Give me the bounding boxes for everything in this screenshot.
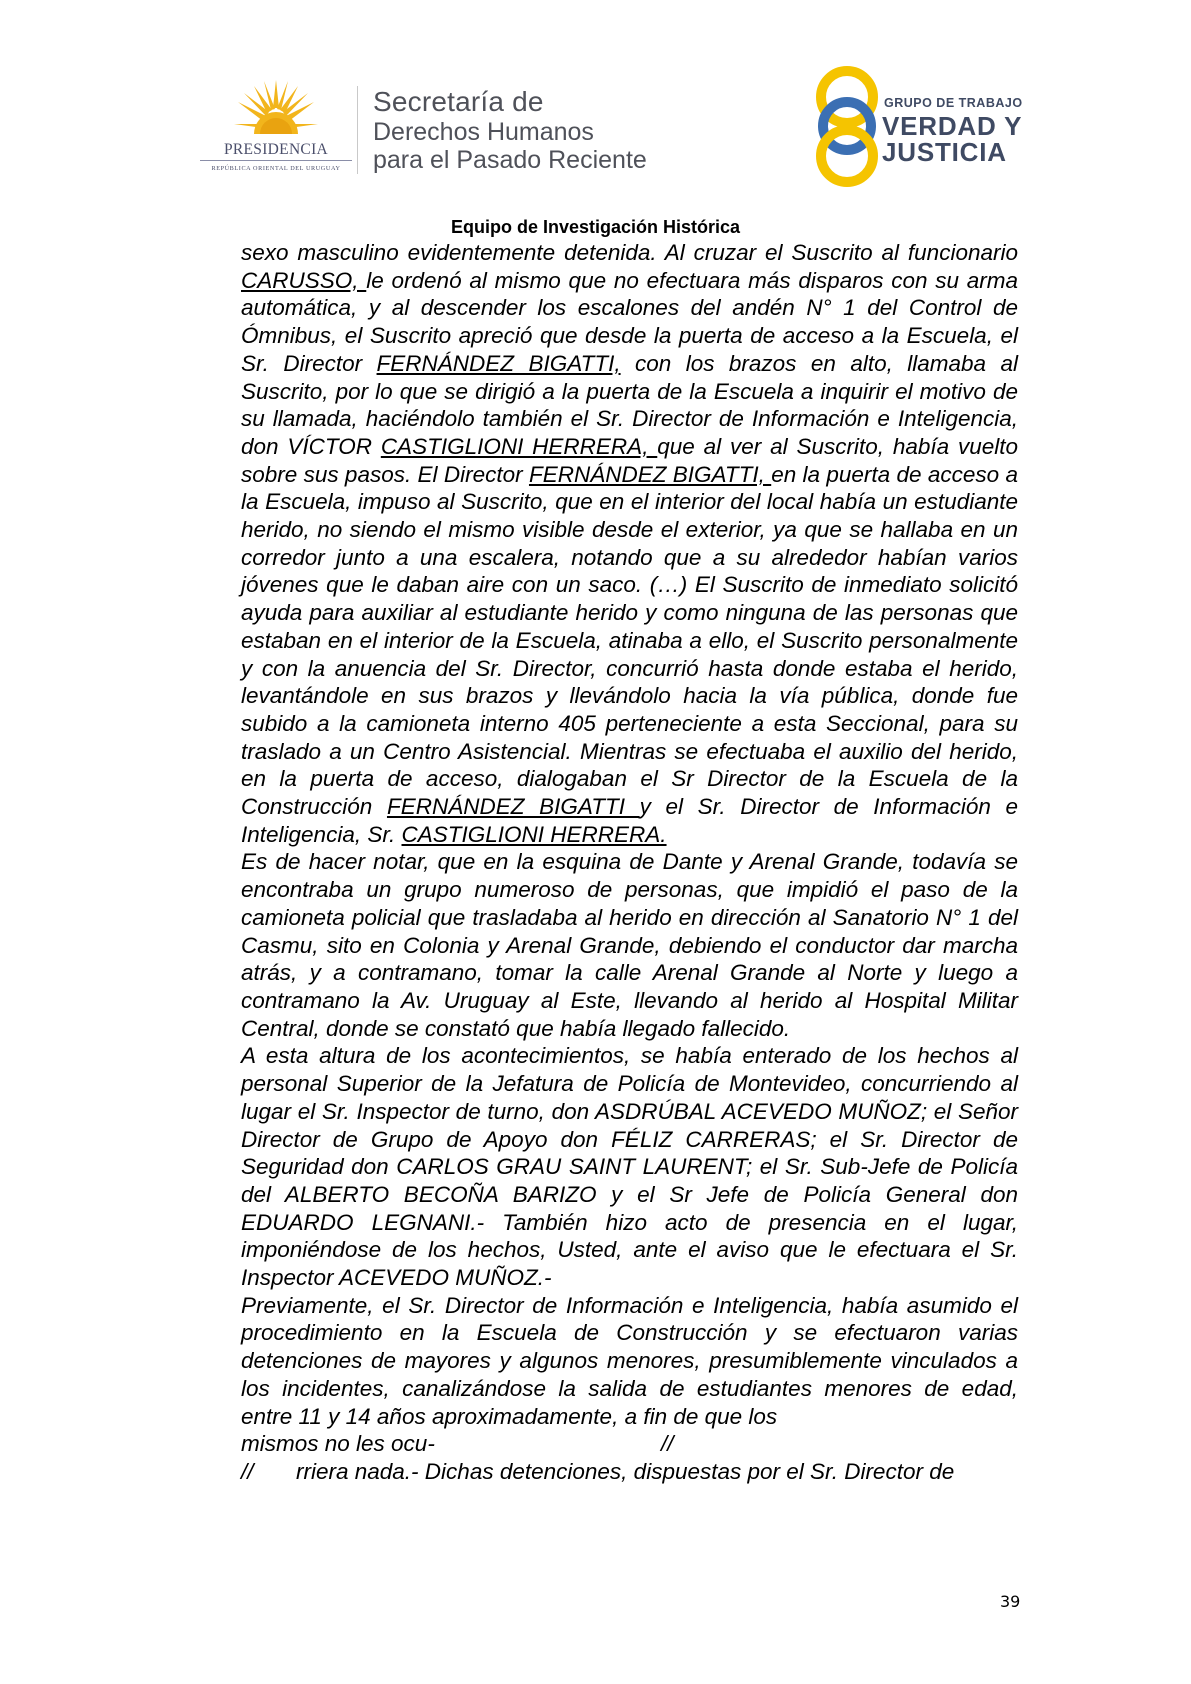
text-span: le ordenó al mismo que no efectuara más disparos con su arma automática, y al descender los escalones del andén N° 1 del Control de Ómnibus, el Suscrito apreció que desde la puerta de acceso a la Escuela, el Sr. Director	[241, 267, 1018, 376]
secretaria-title	[373, 86, 647, 174]
page-header	[0, 0, 1191, 200]
header-divider	[357, 86, 358, 174]
vj-title-line2: JUSTICIA	[882, 137, 1007, 167]
vj-title-line1: VERDAD Y	[882, 111, 1023, 141]
text-span: que al ver al Suscrito, había vuelto sobre sus pasos. El Director	[241, 433, 1018, 487]
text-span: con los brazos en alto, llamaba al Suscrito, por lo que se dirigió a la puerta de la Escuela a inquirir el motivo de su llamada, haciéndolo también el Sr. Director de Información e Inteligencia, don VÍCTOR	[241, 350, 1019, 459]
secretaria-line2: Derechos Humanos	[373, 118, 594, 146]
secretaria-line1: Secretaría de	[373, 86, 544, 117]
secretaria-line3: para el Pasado Reciente	[373, 146, 647, 174]
text-span: sexo masculino evidentemente detenida. Al cruzar el Suscrito al funcionario	[241, 240, 1018, 265]
team-title: Equipo de Investigación Histórica	[450, 217, 741, 237]
next-page-mark: //	[241, 1458, 254, 1484]
text-span: en la puerta de acceso a la Escuela, impuso al Suscrito, que en el interior del local había un estudiante herido, no siendo el mismo visible desde el exterior, ya que se hallaba en un corredor junto a una escalera, notando que a su alrededor habían varios jóvenes que le daban aire con un saco. (…) El Suscrito de inmediato solicitó ayuda para auxiliar al estudiante herido y como ninguna de las personas que estaban en el interior de la Escuela, atinaba a ello, el Suscrito personalmente y con la anuencia del Sr. Director, concurrió hasta donde estaba el herido, levantándole en sus brazos y llevándolo hacia la vía pública, donde fue subido a la camioneta interno 405 perteneciente a esta Seccional, para su traslado a un Centro Asistencial. Mientras se efectuaba el auxilio del herido, en la puerta de acceso, dialogaban el Sr Director de la Escuela de la Construcción	[241, 461, 1018, 820]
continuation-mark: //	[661, 1431, 674, 1457]
underlined-name: CARUSSO,	[241, 267, 367, 293]
underlined-name: FERNÁNDEZ BIGATTI,	[376, 350, 621, 376]
underlined-name: FERNÁNDEZ BIGATTI	[386, 794, 640, 820]
next-page-line	[241, 1458, 1018, 1486]
paragraph-1	[241, 239, 1018, 848]
text-span: y el Sr. Director de Información e Inteligencia, Sr.	[241, 794, 1019, 847]
verdad-justicia-rings-icon	[812, 64, 882, 189]
presidencia-name: PRESIDENCIA	[223, 141, 329, 158]
vj-group-label: GRUPO DE TRABAJO	[884, 96, 1023, 110]
underlined-name: CASTIGLIONI HERRERA,	[380, 433, 658, 459]
presidencia-divider	[200, 160, 352, 161]
next-page-text: rriera nada.- Dichas detenciones, dispuestas por el Sr. Director de	[296, 1458, 955, 1484]
underlined-name: CASTIGLIONI HERRERA.	[401, 821, 667, 847]
paragraph-3: A esta altura de los acontecimientos, se había enterado de los hechos al personal Superior de la Jefatura de Policía de Montevideo, concurriendo al lugar el Sr. Inspector de turno, don ASDRÚBAL ACEVEDO MUÑOZ; el Señor Director de Grupo de Apoyo don FÉLIZ CARRERAS; el Sr. Director de Seguridad don CARLOS GRAU SAINT LAURENT; el Sr. Sub-Jefe de Policía del ALBERTO BECOÑA BARIZO y el Sr Jefe de Policía General don EDUARDO LEGNANI.- También hizo acto de presencia en el lugar, imponiéndose de los hechos, Usted, ante el aviso que le efectuara el Sr. Inspector ACEVEDO MUÑOZ.-	[241, 1043, 1018, 1291]
continuation-text: mismos no les ocu-	[241, 1431, 435, 1457]
paragraph-4: Previamente, el Sr. Director de Información e Inteligencia, había asumido el procedimiento en la Escuela de Construcción y se efectuaron varias detenciones de mayores y algunos menores, presumiblemente vinculados a los incidentes, canalizándose la salida de estudiantes menores de edad, entre 11 y 14 años aproximadamente, a fin de que los	[241, 1292, 1018, 1429]
underlined-name: FERNÁNDEZ BIGATTI,	[528, 461, 772, 487]
continuation-line	[241, 1430, 1018, 1458]
presidencia-logo	[196, 78, 356, 183]
paragraph-2: Es de hacer notar, que en la esquina de Dante y Arenal Grande, todavía se encontraba un grupo numeroso de personas, que impidió el paso de la camioneta policial que trasladaba al herido en dirección al Sanatorio N° 1 del Casmu, sito en Colonia y Arenal Grande, debiendo el conductor dar marcha atrás, y a contramano, tomar la calle Arenal Grande al Norte y luego a contramano la Av. Uruguay al Este, llevando al herido al Hospital Militar Central, donde se constató que había llegado fallecido.	[241, 849, 1018, 1041]
presidencia-subtitle: REPÚBLICA ORIENTAL DEL URUGUAY	[211, 165, 341, 172]
verdad-justicia-logo	[812, 64, 1032, 189]
sun-logo-icon	[234, 78, 318, 140]
document-body	[241, 239, 1018, 1486]
page-number: 39	[1000, 1592, 1021, 1611]
